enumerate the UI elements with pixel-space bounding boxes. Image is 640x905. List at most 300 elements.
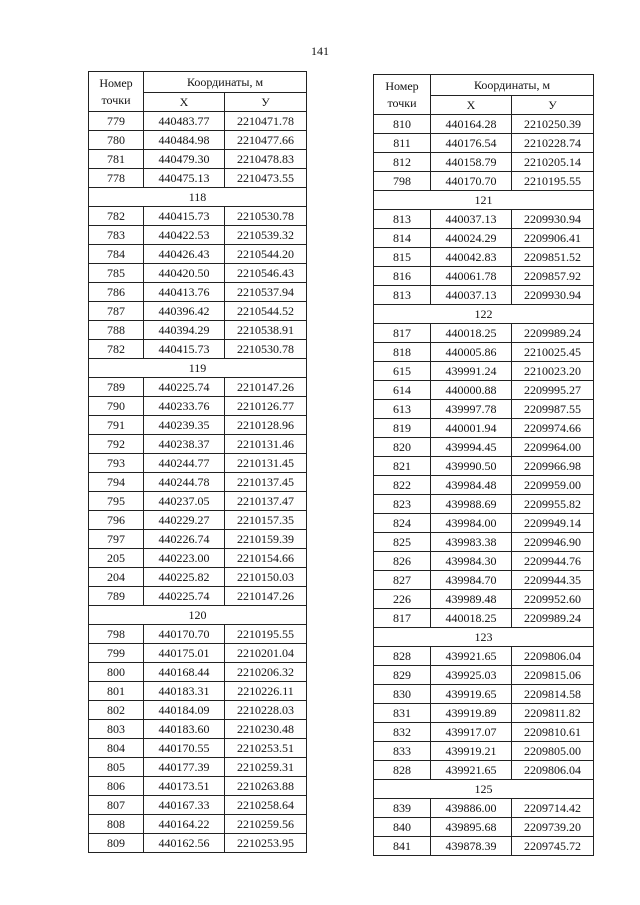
x-coordinate-cell: 440223.00 [144, 549, 225, 568]
x-coordinate-cell: 440175.01 [144, 644, 225, 663]
table-row [89, 720, 307, 739]
y-coordinate-cell: 2209987.55 [512, 400, 594, 419]
y-coordinate-cell: 2210478.83 [225, 150, 307, 169]
point-number-cell: 839 [374, 799, 431, 818]
x-coordinate-cell: 439878.39 [431, 837, 512, 856]
y-coordinate-cell: 2209989.24 [512, 609, 594, 628]
x-coordinate-cell: 440018.25 [431, 609, 512, 628]
y-coordinate-cell: 2210159.39 [225, 530, 307, 549]
point-number-header: Номер точки [89, 72, 144, 112]
point-number-cell: 823 [374, 495, 431, 514]
x-coordinate-cell: 439984.30 [431, 552, 512, 571]
coordinates-table-right [373, 74, 594, 856]
x-coordinate-cell: 439895.68 [431, 818, 512, 837]
y-coordinate-cell: 2210539.32 [225, 226, 307, 245]
point-number-cell: 831 [374, 704, 431, 723]
table-row [374, 742, 594, 761]
y-coordinate-cell: 2209955.82 [512, 495, 594, 514]
x-coordinate-cell: 440018.25 [431, 324, 512, 343]
point-number-cell: 613 [374, 400, 431, 419]
table-row [89, 796, 307, 815]
table-row [89, 283, 307, 302]
y-coordinate-cell: 2210025.45 [512, 343, 594, 362]
y-coordinate-cell: 2210230.48 [225, 720, 307, 739]
table-row [374, 457, 594, 476]
table-row [89, 834, 307, 853]
table-row [374, 343, 594, 362]
group-header-row [374, 305, 594, 324]
point-number-cell: 828 [374, 647, 431, 666]
point-number-cell: 204 [89, 568, 144, 587]
y-coordinate-cell: 2209814.58 [512, 685, 594, 704]
point-number-cell: 812 [374, 153, 431, 172]
table-row [374, 666, 594, 685]
y-coordinate-cell: 2210259.31 [225, 758, 307, 777]
table-row [374, 400, 594, 419]
y-coordinate-cell: 2209964.00 [512, 438, 594, 457]
y-header: У [225, 93, 307, 112]
y-coordinate-cell: 2210195.55 [225, 625, 307, 644]
point-number-cell: 800 [89, 663, 144, 682]
table-row [89, 739, 307, 758]
x-coordinate-cell: 440415.73 [144, 207, 225, 226]
point-number-cell: 226 [374, 590, 431, 609]
table-row [374, 799, 594, 818]
x-coordinate-cell: 440396.42 [144, 302, 225, 321]
point-number-cell: 802 [89, 701, 144, 720]
y-coordinate-cell: 2210544.20 [225, 245, 307, 264]
x-coordinate-cell: 440037.13 [431, 210, 512, 229]
y-coordinate-cell: 2210538.91 [225, 321, 307, 340]
table-row [374, 761, 594, 780]
y-coordinate-cell: 2209930.94 [512, 286, 594, 305]
table-row [89, 378, 307, 397]
point-number-cell: 205 [89, 549, 144, 568]
table-row [89, 492, 307, 511]
table-row [374, 609, 594, 628]
y-coordinate-cell: 2210206.32 [225, 663, 307, 682]
point-number-cell: 792 [89, 435, 144, 454]
x-coordinate-cell: 439919.65 [431, 685, 512, 704]
x-coordinate-cell: 440164.22 [144, 815, 225, 834]
point-number-cell: 799 [89, 644, 144, 663]
x-coordinate-cell: 440170.70 [431, 172, 512, 191]
table-row [374, 115, 594, 134]
point-number-cell: 815 [374, 248, 431, 267]
y-coordinate-cell: 2210537.94 [225, 283, 307, 302]
point-number-cell: 795 [89, 492, 144, 511]
group-number: 121 [374, 191, 594, 210]
x-coordinate-cell: 440061.78 [431, 267, 512, 286]
x-coordinate-cell: 440237.05 [144, 492, 225, 511]
table-row [89, 435, 307, 454]
table-row [89, 131, 307, 150]
point-number-cell: 808 [89, 815, 144, 834]
group-header-row [89, 606, 307, 625]
y-coordinate-cell: 2210263.88 [225, 777, 307, 796]
group-header-row [374, 191, 594, 210]
table-row [89, 777, 307, 796]
x-coordinate-cell: 440426.43 [144, 245, 225, 264]
table-row [374, 552, 594, 571]
table-row [89, 644, 307, 663]
x-coordinate-cell: 440233.76 [144, 397, 225, 416]
x-coordinate-cell: 440183.60 [144, 720, 225, 739]
point-number-cell: 785 [89, 264, 144, 283]
group-header-row [89, 188, 307, 207]
point-number-cell: 805 [89, 758, 144, 777]
table-row [374, 818, 594, 837]
y-coordinate-cell: 2210131.46 [225, 435, 307, 454]
x-coordinate-cell: 440479.30 [144, 150, 225, 169]
table-row [89, 530, 307, 549]
table-row [89, 473, 307, 492]
table-row [89, 701, 307, 720]
x-coordinate-cell: 440037.13 [431, 286, 512, 305]
table-row [89, 625, 307, 644]
x-coordinate-cell: 440173.51 [144, 777, 225, 796]
table-row [374, 324, 594, 343]
point-number-cell: 796 [89, 511, 144, 530]
y-coordinate-cell: 2209739.20 [512, 818, 594, 837]
y-coordinate-cell: 2210259.56 [225, 815, 307, 834]
point-number-cell: 813 [374, 210, 431, 229]
x-coordinate-cell: 440238.37 [144, 435, 225, 454]
x-coordinate-cell: 440225.74 [144, 587, 225, 606]
table-row [374, 685, 594, 704]
table-row [89, 454, 307, 473]
y-coordinate-cell: 2210530.78 [225, 207, 307, 226]
table-row [89, 587, 307, 606]
y-coordinate-cell: 2209949.14 [512, 514, 594, 533]
y-coordinate-cell: 2209806.04 [512, 761, 594, 780]
point-number-cell: 830 [374, 685, 431, 704]
table-row [89, 302, 307, 321]
table-row [89, 150, 307, 169]
table-row [89, 549, 307, 568]
y-coordinate-cell: 2209811.82 [512, 704, 594, 723]
table-row [89, 112, 307, 131]
point-number-cell: 782 [89, 207, 144, 226]
point-number-cell: 809 [89, 834, 144, 853]
point-number-cell: 817 [374, 324, 431, 343]
point-number-cell: 825 [374, 533, 431, 552]
x-coordinate-cell: 439994.45 [431, 438, 512, 457]
point-number-cell: 833 [374, 742, 431, 761]
point-number-cell: 787 [89, 302, 144, 321]
table-row [374, 533, 594, 552]
point-number-cell: 798 [89, 625, 144, 644]
point-number-cell: 841 [374, 837, 431, 856]
y-coordinate-cell: 2209944.35 [512, 571, 594, 590]
point-number-cell: 820 [374, 438, 431, 457]
group-header-row [374, 628, 594, 647]
point-number-cell: 786 [89, 283, 144, 302]
y-coordinate-cell: 2209944.76 [512, 552, 594, 571]
point-number-cell: 832 [374, 723, 431, 742]
point-number-cell: 814 [374, 229, 431, 248]
point-number-cell: 798 [374, 172, 431, 191]
y-coordinate-cell: 2210150.03 [225, 568, 307, 587]
x-coordinate-cell: 440483.77 [144, 112, 225, 131]
point-number-cell: 789 [89, 587, 144, 606]
y-coordinate-cell: 2209851.52 [512, 248, 594, 267]
x-coordinate-cell: 440001.94 [431, 419, 512, 438]
group-number: 125 [374, 780, 594, 799]
y-coordinate-cell: 2209930.94 [512, 210, 594, 229]
y-coordinate-cell: 2210147.26 [225, 378, 307, 397]
x-coordinate-cell: 440244.78 [144, 473, 225, 492]
point-number-cell: 791 [89, 416, 144, 435]
table-row [374, 153, 594, 172]
table-row [374, 571, 594, 590]
y-coordinate-cell: 2210226.11 [225, 682, 307, 701]
point-number-cell: 822 [374, 476, 431, 495]
table-row [89, 340, 307, 359]
x-coordinate-cell: 439984.70 [431, 571, 512, 590]
x-coordinate-cell: 440164.28 [431, 115, 512, 134]
group-number: 120 [89, 606, 307, 625]
table-row [374, 210, 594, 229]
y-coordinate-cell: 2210546.43 [225, 264, 307, 283]
y-coordinate-cell: 2210253.95 [225, 834, 307, 853]
table-row [374, 476, 594, 495]
point-number-cell: 804 [89, 739, 144, 758]
x-coordinate-cell: 440475.13 [144, 169, 225, 188]
y-coordinate-cell: 2210544.52 [225, 302, 307, 321]
x-coordinate-cell: 439921.65 [431, 761, 512, 780]
y-coordinate-cell: 2210023.20 [512, 362, 594, 381]
table-row [89, 758, 307, 777]
table-row [374, 837, 594, 856]
y-coordinate-cell: 2209805.00 [512, 742, 594, 761]
table-row [374, 438, 594, 457]
point-number-cell: 828 [374, 761, 431, 780]
x-coordinate-cell: 440170.70 [144, 625, 225, 644]
table-row [374, 286, 594, 305]
x-coordinate-cell: 439919.89 [431, 704, 512, 723]
point-number-cell: 797 [89, 530, 144, 549]
point-number-cell: 816 [374, 267, 431, 286]
coordinates-header: Координаты, м [144, 72, 307, 93]
y-coordinate-cell: 2209959.00 [512, 476, 594, 495]
x-coordinate-cell: 439919.21 [431, 742, 512, 761]
point-number-cell: 817 [374, 609, 431, 628]
table-row [374, 419, 594, 438]
y-coordinate-cell: 2209974.66 [512, 419, 594, 438]
x-coordinate-cell: 440484.98 [144, 131, 225, 150]
point-number-cell: 778 [89, 169, 144, 188]
x-coordinate-cell: 439984.00 [431, 514, 512, 533]
point-number-cell: 810 [374, 115, 431, 134]
point-number-cell: 819 [374, 419, 431, 438]
y-coordinate-cell: 2209995.27 [512, 381, 594, 400]
y-coordinate-cell: 2209989.24 [512, 324, 594, 343]
x-coordinate-cell: 440225.82 [144, 568, 225, 587]
x-coordinate-cell: 440422.53 [144, 226, 225, 245]
table-row [374, 362, 594, 381]
x-header: Х [144, 93, 225, 112]
coordinates-table-left [88, 71, 307, 853]
group-header-row [89, 359, 307, 378]
point-number-cell: 790 [89, 397, 144, 416]
point-number-cell: 813 [374, 286, 431, 305]
coordinates-header: Координаты, м [431, 75, 594, 96]
point-number-cell: 793 [89, 454, 144, 473]
table-row [89, 416, 307, 435]
x-coordinate-cell: 440413.76 [144, 283, 225, 302]
y-coordinate-cell: 2210128.96 [225, 416, 307, 435]
x-coordinate-cell: 440420.50 [144, 264, 225, 283]
point-number-cell: 614 [374, 381, 431, 400]
y-coordinate-cell: 2210258.64 [225, 796, 307, 815]
table-row [374, 723, 594, 742]
point-number-cell: 784 [89, 245, 144, 264]
point-number-cell: 826 [374, 552, 431, 571]
table-row [374, 172, 594, 191]
x-coordinate-cell: 440162.56 [144, 834, 225, 853]
group-header-row [374, 780, 594, 799]
x-coordinate-cell: 439921.65 [431, 647, 512, 666]
y-coordinate-cell: 2210131.45 [225, 454, 307, 473]
group-number: 123 [374, 628, 594, 647]
point-number-cell: 806 [89, 777, 144, 796]
x-coordinate-cell: 440177.39 [144, 758, 225, 777]
x-coordinate-cell: 440415.73 [144, 340, 225, 359]
x-coordinate-cell: 440226.74 [144, 530, 225, 549]
point-number-cell: 788 [89, 321, 144, 340]
y-coordinate-cell: 2210477.66 [225, 131, 307, 150]
x-coordinate-cell: 439925.03 [431, 666, 512, 685]
x-coordinate-cell: 439984.48 [431, 476, 512, 495]
y-coordinate-cell: 2209946.90 [512, 533, 594, 552]
y-coordinate-cell: 2209714.42 [512, 799, 594, 818]
x-coordinate-cell: 440184.09 [144, 701, 225, 720]
y-coordinate-cell: 2209745.72 [512, 837, 594, 856]
point-number-cell: 821 [374, 457, 431, 476]
table-row [89, 207, 307, 226]
group-number: 122 [374, 305, 594, 324]
x-coordinate-cell: 440167.33 [144, 796, 225, 815]
table-row [89, 511, 307, 530]
y-coordinate-cell: 2210157.35 [225, 511, 307, 530]
y-coordinate-cell: 2209806.04 [512, 647, 594, 666]
point-number-cell: 829 [374, 666, 431, 685]
table-row [89, 245, 307, 264]
y-header: У [512, 96, 594, 115]
x-coordinate-cell: 440394.29 [144, 321, 225, 340]
y-coordinate-cell: 2210201.04 [225, 644, 307, 663]
x-coordinate-cell: 439997.78 [431, 400, 512, 419]
point-number-header: Номер точки [374, 75, 431, 115]
y-coordinate-cell: 2209966.98 [512, 457, 594, 476]
table-row [89, 663, 307, 682]
table-row [374, 647, 594, 666]
table-row [374, 590, 594, 609]
x-coordinate-cell: 440225.74 [144, 378, 225, 397]
x-coordinate-cell: 440229.27 [144, 511, 225, 530]
group-number: 118 [89, 188, 307, 207]
y-coordinate-cell: 2209815.06 [512, 666, 594, 685]
x-coordinate-cell: 440168.44 [144, 663, 225, 682]
x-coordinate-cell: 440000.88 [431, 381, 512, 400]
table-row [374, 267, 594, 286]
table-row [374, 134, 594, 153]
point-number-cell: 811 [374, 134, 431, 153]
table-row [374, 229, 594, 248]
y-coordinate-cell: 2210126.77 [225, 397, 307, 416]
x-coordinate-cell: 440176.54 [431, 134, 512, 153]
y-coordinate-cell: 2210253.51 [225, 739, 307, 758]
table-row [89, 568, 307, 587]
table-row [374, 495, 594, 514]
table-row [374, 514, 594, 533]
table-row [374, 381, 594, 400]
y-coordinate-cell: 2210147.26 [225, 587, 307, 606]
x-coordinate-cell: 439886.00 [431, 799, 512, 818]
x-coordinate-cell: 440158.79 [431, 153, 512, 172]
point-number-cell: 615 [374, 362, 431, 381]
x-coordinate-cell: 439991.24 [431, 362, 512, 381]
y-coordinate-cell: 2210228.03 [225, 701, 307, 720]
x-header: Х [431, 96, 512, 115]
y-coordinate-cell: 2209857.92 [512, 267, 594, 286]
x-coordinate-cell: 440042.83 [431, 248, 512, 267]
y-coordinate-cell: 2210195.55 [512, 172, 594, 191]
point-number-cell: 779 [89, 112, 144, 131]
y-coordinate-cell: 2210137.45 [225, 473, 307, 492]
point-number-cell: 840 [374, 818, 431, 837]
point-number-cell: 794 [89, 473, 144, 492]
x-coordinate-cell: 439983.38 [431, 533, 512, 552]
table-row [89, 397, 307, 416]
point-number-cell: 824 [374, 514, 431, 533]
point-number-cell: 782 [89, 340, 144, 359]
table-row [89, 321, 307, 340]
point-number-cell: 780 [89, 131, 144, 150]
y-coordinate-cell: 2210137.47 [225, 492, 307, 511]
y-coordinate-cell: 2209810.61 [512, 723, 594, 742]
point-number-cell: 781 [89, 150, 144, 169]
table-row [89, 264, 307, 283]
table-row [89, 682, 307, 701]
x-coordinate-cell: 440183.31 [144, 682, 225, 701]
y-coordinate-cell: 2210205.14 [512, 153, 594, 172]
x-coordinate-cell: 439917.07 [431, 723, 512, 742]
x-coordinate-cell: 440005.86 [431, 343, 512, 362]
y-coordinate-cell: 2209906.41 [512, 229, 594, 248]
point-number-cell: 789 [89, 378, 144, 397]
table-row [374, 704, 594, 723]
y-coordinate-cell: 2210530.78 [225, 340, 307, 359]
point-number-cell: 783 [89, 226, 144, 245]
x-coordinate-cell: 439989.48 [431, 590, 512, 609]
table-row [89, 815, 307, 834]
point-number-cell: 807 [89, 796, 144, 815]
x-coordinate-cell: 439990.50 [431, 457, 512, 476]
y-coordinate-cell: 2210473.55 [225, 169, 307, 188]
point-number-cell: 827 [374, 571, 431, 590]
group-number: 119 [89, 359, 307, 378]
y-coordinate-cell: 2209952.60 [512, 590, 594, 609]
x-coordinate-cell: 440170.55 [144, 739, 225, 758]
table-row [374, 248, 594, 267]
x-coordinate-cell: 439988.69 [431, 495, 512, 514]
page-number: 141 [311, 44, 329, 58]
x-coordinate-cell: 440024.29 [431, 229, 512, 248]
x-coordinate-cell: 440239.35 [144, 416, 225, 435]
point-number-cell: 818 [374, 343, 431, 362]
